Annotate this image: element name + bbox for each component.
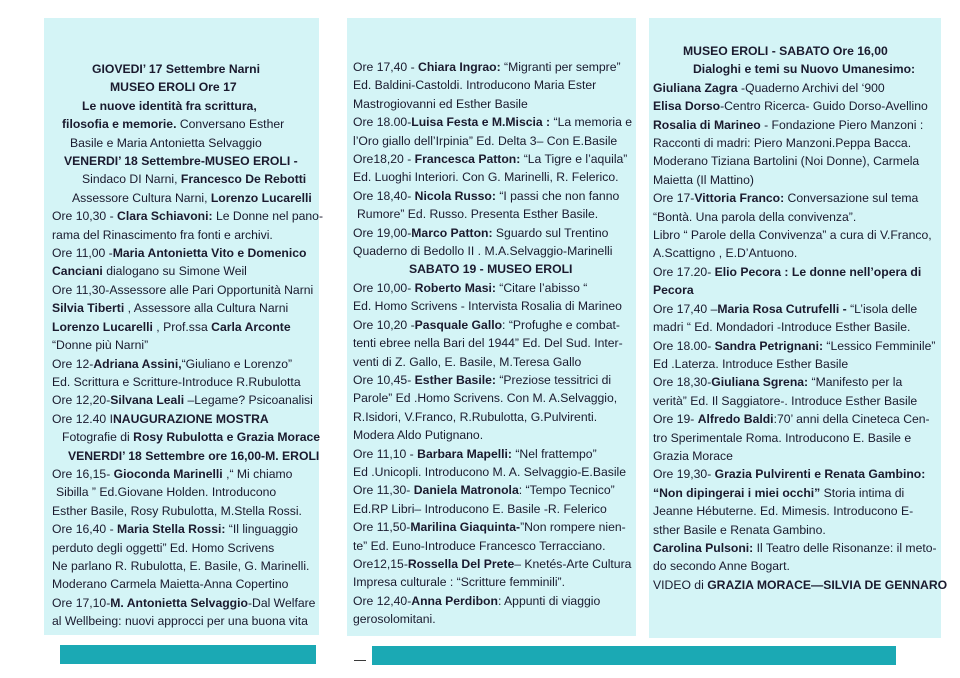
program-line	[653, 539, 941, 557]
program-column-friday-saturday	[347, 18, 636, 636]
speaker-name: Dialoghi e temi su Nuovo Umanesimo:	[693, 62, 916, 77]
line-text: Ed. Scrittura e Scritture-Introduce R.Rubulotta	[52, 374, 301, 389]
line-text: Ed .Laterza. Introduce Esther Basile	[653, 356, 849, 371]
line-detail: “Lessico Femminile”	[823, 338, 936, 353]
speaker-name: Roberto Masi:	[414, 280, 496, 295]
program-line	[653, 465, 941, 483]
speaker-name: Giuliana Zagra	[653, 80, 738, 95]
line-detail: : Appunti di viaggio	[497, 593, 601, 608]
line-text: Ed. Baldini-Castoldi. Introducono Maria Ester	[353, 78, 597, 93]
line-text: Mastrogiovanni ed Esther Basile	[353, 96, 528, 111]
speaker-name: Marco Patton:	[411, 225, 493, 240]
program-line	[353, 610, 636, 628]
line-detail: -Quaderno Archivi del ‘900	[737, 80, 885, 95]
line-detail: ”Non rompere nien-	[520, 520, 626, 535]
line-prefix: Ore 17-	[653, 191, 695, 206]
line-prefix: Ore 11,10 -	[353, 446, 418, 461]
program-line	[353, 168, 636, 186]
program-line	[653, 97, 941, 115]
program-line	[52, 410, 319, 428]
program-line	[353, 132, 636, 150]
program-line	[353, 113, 636, 131]
program-line	[653, 152, 941, 170]
line-text: R.Isidori, V.Franco, R.Rubulotta, G.Pulvirenti.	[353, 409, 598, 424]
line-detail: “Citare l’abisso “	[495, 280, 588, 295]
line-text: Moderano Carmela Maietta-Anna Copertino	[52, 577, 289, 592]
program-line	[52, 502, 319, 520]
program-line	[52, 115, 319, 133]
line-prefix: Ore 12-	[52, 356, 94, 371]
program-line	[653, 373, 941, 391]
speaker-name: NAUGURAZIONE MOSTRA	[112, 411, 269, 426]
program-line	[653, 447, 941, 465]
program-line	[653, 410, 941, 428]
program-line	[52, 299, 319, 317]
speaker-name: Pasquale Gallo	[414, 317, 503, 332]
line-detail: Il Teatro delle Risonanze: il meto-	[753, 540, 937, 555]
program-line	[353, 353, 636, 371]
program-line	[653, 79, 941, 97]
program-line	[353, 518, 636, 536]
line-prefix: Ore 11,30-	[353, 483, 414, 498]
line-text: Ed .Unicopli. Introducono M. A. Selvaggio-E.Basile	[353, 464, 627, 479]
program-line	[52, 152, 319, 170]
speaker-name: Rosy Rubulotta e Grazia Morace	[133, 430, 321, 445]
program-line	[353, 95, 636, 113]
speaker-name: Carla Arconte	[211, 319, 291, 334]
line-text: Ed.RP Libri– Introducono E. Basile -R. Felerico	[353, 501, 607, 516]
speaker-name: Le nuove identità fra scrittura,	[82, 98, 257, 113]
line-text: Modera Aldo Putignano.	[353, 428, 484, 443]
program-line	[653, 60, 941, 78]
program-line	[52, 612, 319, 630]
line-prefix: Assessore Cultura Narni,	[72, 190, 211, 205]
line-text: tro Sperimentale Roma. Introducono E. Basile e	[653, 430, 912, 445]
program-line	[353, 371, 636, 389]
program-column-thursday-friday	[44, 18, 324, 635]
line-detail: -Dal Welfare	[247, 595, 316, 610]
program-line	[52, 520, 319, 538]
line-detail: Conversano Esther	[176, 117, 285, 132]
program-column-saturday-afternoon	[649, 18, 948, 638]
program-line	[353, 463, 636, 481]
speaker-name: Grazia Pulvirenti e Renata Gambino:	[714, 467, 926, 482]
program-line	[52, 465, 319, 483]
program-line	[353, 242, 636, 260]
program-line	[653, 244, 941, 262]
program-line	[653, 576, 948, 594]
line-detail: - Fondazione Piero Manzoni :	[760, 117, 924, 132]
line-detail: -Centro Ricerca- Guido Dorso-Avellino	[720, 99, 928, 114]
line-detail: – Knetés-Arte Cultura	[514, 556, 632, 571]
program-line	[52, 170, 319, 188]
program-line	[353, 592, 636, 610]
line-text: al Wellbeing: nuovi approcci per una buona vita	[52, 614, 308, 629]
speaker-name: MUSEO EROLI Ore 17	[110, 80, 237, 95]
program-line	[52, 226, 319, 244]
line-text: Sibilla ” Ed.Giovane Holden. Introducono	[56, 485, 277, 500]
program-line	[353, 76, 636, 94]
line-detail: , Prof.ssa	[152, 319, 212, 334]
speaker-name: Lorenzo Lucarelli	[210, 190, 312, 205]
line-text: verità” Ed. Il Saggiatore-. Introduce Esther Basile	[653, 393, 918, 408]
line-detail: “Manifesto per la	[808, 375, 903, 390]
program-line	[653, 300, 941, 318]
line-prefix: Ore 17,10-	[52, 595, 111, 610]
speaker-name: Clara Schiavoni:	[117, 209, 213, 224]
program-line	[353, 408, 636, 426]
program-line	[52, 207, 324, 225]
speaker-name: Chiara Ingrao:	[418, 60, 501, 74]
speaker-name: GIOVEDI’ 17 Settembre Narni	[92, 62, 260, 76]
line-detail: “Nel frattempo”	[511, 446, 597, 461]
line-detail: “Preziose tessitrici di	[495, 372, 612, 387]
line-detail: ,“ Mi chiamo	[222, 466, 293, 481]
line-detail: “La memoria e	[550, 115, 633, 130]
speaker-name: Adriana Assini,	[93, 356, 182, 371]
program-line	[52, 134, 319, 152]
line-prefix: Ore 18.00-	[653, 338, 715, 353]
program-line	[653, 429, 941, 447]
line-text: Moderano Tiziana Bartolini (Noi Donne), Carmela	[653, 154, 920, 169]
line-text: Basile e Maria Antonietta Selvaggio	[70, 135, 262, 150]
line-text: te” Ed. Euno-Introduce Francesco Terracciano.	[353, 538, 606, 553]
line-text: “Donne più Narni”	[52, 338, 149, 353]
speaker-name: Barbara Mapelli:	[417, 446, 512, 461]
program-line	[653, 484, 941, 502]
speaker-name: Pecora	[653, 283, 694, 298]
program-line	[52, 336, 319, 354]
line-text: Ore 11,30-Assessore alle Pari Opportunità Narni	[52, 282, 314, 297]
line-detail: “I passi che non fanno	[495, 188, 620, 203]
line-text: gerosolomitani.	[353, 612, 436, 627]
line-text: Ne parlano R. Rubulotta, E. Basile, G. Marinelli.	[52, 558, 310, 573]
line-text: madri “ Ed. Mondadori -Introduce Esther Basile.	[653, 320, 911, 335]
line-detail: dialogano su Simone Weil	[102, 264, 247, 279]
line-text: Esther Basile, Rosy Rubulotta, M.Stella Rossi.	[52, 503, 302, 518]
speaker-name: Francesca Patton:	[414, 152, 521, 167]
speaker-name: Daniela Matronola	[413, 483, 519, 498]
line-prefix: Ore 18.00-	[353, 115, 412, 130]
line-detail: Le Donne nel pano-	[212, 209, 324, 224]
program-line	[353, 316, 636, 334]
program-line	[52, 428, 319, 446]
line-prefix: Ore 11,50-	[353, 520, 411, 535]
line-text: Impresa culturale : “Scritture femminili”.	[353, 575, 565, 590]
line-detail: “L’isola delle	[846, 301, 918, 316]
line-text: Rumore” Ed. Russo. Presenta Esther Basile.	[357, 207, 599, 222]
line-prefix: Ore 19,30-	[653, 467, 715, 482]
speaker-name: SABATO 19 - MUSEO EROLI	[409, 262, 573, 277]
program-line	[52, 189, 319, 207]
line-detail: “Giuliano e Lorenzo”	[181, 356, 293, 371]
line-text: perduto degli oggetti” Ed. Homo Scrivens	[52, 540, 275, 555]
line-prefix: Ore 12,20-	[52, 393, 111, 408]
program-line	[52, 78, 319, 96]
program-line	[653, 116, 941, 134]
speaker-name: GRAZIA MORACE—SILVIA DE GENNARO	[707, 577, 948, 592]
speaker-name: Vittoria Franco:	[694, 191, 785, 206]
speaker-name: Gioconda Marinelli	[113, 466, 223, 481]
line-text: Grazia Morace	[653, 448, 733, 463]
line-prefix: Sindaco DI Narni,	[82, 172, 181, 187]
line-text: “Bontà. Una parola della convivenza”.	[653, 209, 857, 224]
program-line	[353, 150, 636, 168]
line-prefix: Ore 17.20-	[653, 264, 715, 279]
program-line	[353, 481, 636, 499]
program-line	[52, 373, 319, 391]
line-text: Libro “ Parole della Convivenza” a cura di V.Franco,	[653, 228, 932, 243]
program-line	[52, 575, 319, 593]
speaker-name: Sandra Petrignani:	[714, 338, 824, 353]
line-prefix: Ore 17,40 -	[353, 60, 419, 74]
line-text: Parole” Ed .Homo Scrivens. Con M. A.Selvaggio,	[353, 391, 618, 406]
speaker-name: filosofia e memorie.	[62, 117, 177, 132]
speaker-name: Canciani	[52, 264, 103, 279]
speaker-name: Rossella Del Prete	[407, 556, 515, 571]
line-detail: : “Profughe e combat-	[502, 317, 620, 332]
program-line	[52, 318, 319, 336]
line-text: sther Basile e Renata Gambino.	[653, 522, 826, 537]
program-line	[653, 171, 941, 189]
divider-tick	[354, 660, 366, 661]
program-line	[353, 205, 636, 223]
program-line	[353, 224, 636, 242]
program-line	[653, 281, 941, 299]
speaker-name: Giuliana Sgrena:	[711, 375, 809, 390]
line-text: Maietta (Il Mattino)	[653, 172, 754, 187]
line-detail: “Migranti per sempre”	[500, 60, 621, 74]
program-line	[52, 483, 319, 501]
line-detail: –Legame? Psicoanalisi	[184, 393, 313, 408]
line-prefix: Ore 10,20 -	[353, 317, 415, 332]
speaker-name: VENERDI’ 18 Settembre ore 16,00-M. EROLI	[68, 448, 320, 463]
program-line	[653, 355, 941, 373]
line-prefix: Ore 19-	[653, 412, 698, 427]
line-detail: “La Tigre e l’aquila”	[520, 152, 628, 167]
program-line	[653, 189, 941, 207]
speaker-name: Francesco De Rebotti	[180, 172, 307, 187]
speaker-name: Carolina Pulsoni:	[653, 540, 754, 555]
program-line	[353, 555, 636, 573]
line-prefix: Fotografie di	[62, 430, 134, 445]
line-prefix: Ore12,15-	[353, 556, 408, 571]
program-line	[353, 187, 636, 205]
program-line	[653, 557, 941, 575]
line-text: Quaderno di Bedollo II . M.A.Selvaggio-Marinelli	[353, 244, 613, 259]
line-text: do secondo Anne Bogart.	[653, 559, 790, 574]
program-line	[653, 502, 941, 520]
program-line	[653, 208, 941, 226]
line-prefix: Ore 18,40-	[353, 188, 415, 203]
line-prefix: Ore 17,40 –	[653, 301, 718, 316]
program-line	[353, 279, 636, 297]
program-line	[353, 445, 636, 463]
speaker-name: Esther Basile:	[414, 372, 496, 387]
line-text: Ed. Homo Scrivens - Intervista Rosalia di Marineo	[353, 299, 622, 314]
program-line	[353, 426, 636, 444]
line-prefix: Ore 10,00-	[353, 280, 415, 295]
line-prefix: Ore 10,30 -	[52, 209, 118, 224]
speaker-name: MUSEO EROLI - SABATO Ore 16,00	[683, 44, 888, 58]
speaker-name: Elio Pecora : Le donne nell’opera di	[714, 264, 922, 279]
speaker-name: Lorenzo Lucarelli	[52, 319, 153, 334]
program-line	[653, 134, 941, 152]
program-line	[52, 355, 319, 373]
speaker-name: Maria Stella Rossi:	[117, 522, 226, 537]
speaker-name: Anna Perdibon	[411, 593, 498, 608]
line-detail: Sguardo sul Trentino	[492, 225, 609, 240]
line-detail: “Il linguaggio	[225, 522, 298, 537]
speaker-name: Marilina Giaquinta-	[410, 520, 521, 535]
line-detail: Storia intima di	[820, 485, 905, 500]
program-line	[353, 260, 636, 278]
program-line	[653, 392, 941, 410]
line-text: l’Oro giallo dell’Irpinia” Ed. Delta 3– Con E.Basile	[353, 133, 618, 148]
program-line	[52, 594, 319, 612]
footer-bar-left	[60, 645, 316, 664]
footer-bar-right	[372, 646, 896, 665]
program-line	[353, 500, 636, 518]
program-line	[52, 244, 319, 262]
line-detail: :70’ anni della Cineteca Cen-	[773, 412, 930, 427]
line-prefix: Ore18,20 -	[353, 152, 415, 167]
program-line	[52, 447, 319, 465]
program-line	[353, 389, 636, 407]
speaker-name: Silvana Leali	[110, 393, 185, 408]
program-line	[52, 539, 319, 557]
speaker-name: Alfredo Baldi	[697, 412, 774, 427]
line-prefix: Ore 16,40 -	[52, 522, 118, 537]
line-prefix: Ore 18,30-	[653, 375, 712, 390]
program-line	[653, 521, 941, 539]
speaker-name: VENERDI’ 18 Settembre-MUSEO EROLI -	[64, 154, 298, 169]
line-text: A.Scattigno , E.D’Antuono.	[653, 246, 798, 261]
line-prefix: Ore 10,45-	[353, 372, 415, 387]
speaker-name: M. Antonietta Selvaggio	[110, 595, 248, 610]
program-line	[353, 297, 636, 315]
program-line	[52, 391, 319, 409]
line-text: Jeanne Hébuterne. Ed. Mimesis. Introducono E-	[653, 504, 914, 519]
line-detail: Conversazione sul tema	[784, 191, 919, 206]
line-detail: : “Tempo Tecnico”	[518, 483, 615, 498]
line-detail: , Assessore alla Cultura Narni	[124, 301, 289, 316]
program-line	[52, 262, 319, 280]
speaker-name: “Non dipingerai i miei occhi”	[653, 485, 821, 500]
line-prefix: Ore 12.40 I	[52, 411, 113, 426]
program-line	[353, 334, 636, 352]
line-text: tenti ebree nella Bari del 1944” Ed. Del Sud. Inter-	[353, 336, 623, 351]
speaker-name: Maria Rosa Cutrufelli -	[717, 301, 847, 316]
line-text: venti di Z. Gallo, E. Basile, M.Teresa Gallo	[353, 354, 582, 369]
program-line	[353, 58, 636, 76]
speaker-name: Nicola Russo:	[414, 188, 496, 203]
program-line	[653, 318, 941, 336]
speaker-name: Luisa Festa e M.Miscia :	[411, 115, 551, 130]
speaker-name: Elisa Dorso	[653, 99, 721, 114]
line-prefix: Ore 19,00-	[353, 225, 412, 240]
line-prefix: Ore 12,40-	[353, 593, 412, 608]
program-line	[353, 537, 636, 555]
line-text: Racconti di madri: Piero Manzoni.Peppa Bacca.	[653, 136, 912, 151]
line-prefix: VIDEO di	[653, 577, 708, 592]
program-line	[52, 60, 319, 78]
speaker-name: Maria Antonietta Vito e Domenico	[112, 246, 307, 261]
program-line	[653, 226, 941, 244]
program-line	[52, 281, 319, 299]
speaker-name: Rosalia di Marineo	[653, 117, 761, 132]
program-line	[52, 557, 319, 575]
line-text: Ed. Luoghi Interiori. Con G. Marinelli, R. Felerico.	[353, 170, 619, 185]
program-line	[353, 573, 636, 591]
program-line	[52, 97, 319, 115]
program-line	[653, 337, 941, 355]
speaker-name: Silvia Tiberti	[52, 301, 125, 316]
line-text: rama del Rinascimento fra fonti e archivi.	[52, 227, 273, 242]
program-line	[653, 263, 941, 281]
line-prefix: Ore 16,15-	[52, 466, 114, 481]
program-line	[653, 42, 941, 60]
line-prefix: Ore 11,00 -	[52, 246, 113, 261]
